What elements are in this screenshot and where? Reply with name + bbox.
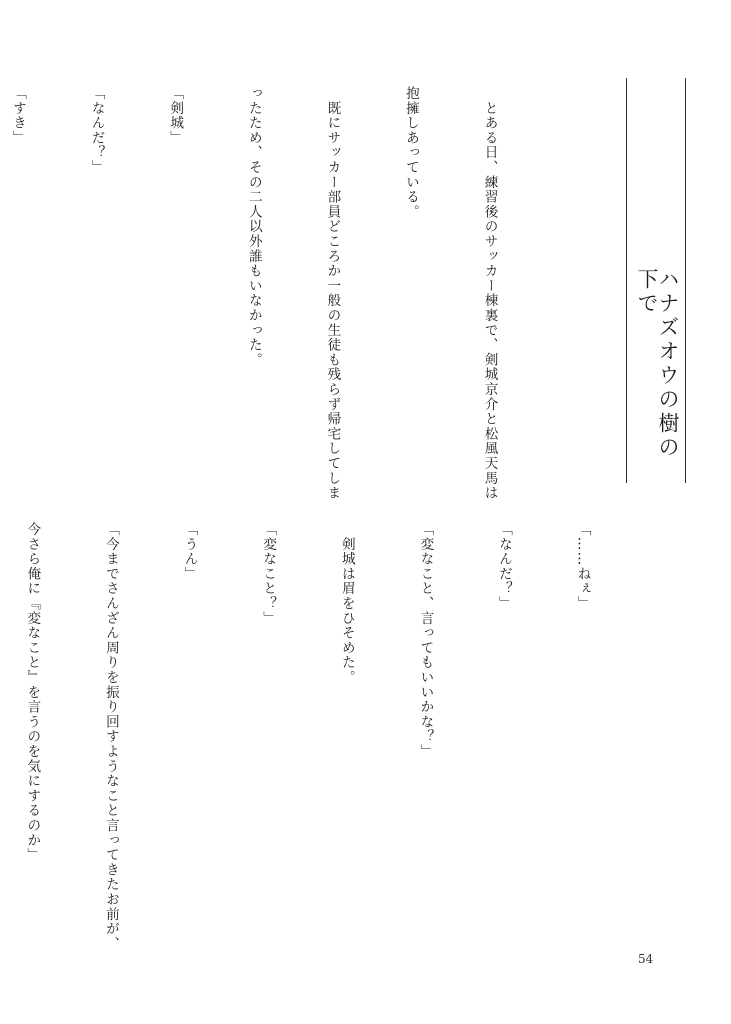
chapter-title: ハナズオウの樹の下で [635,268,680,460]
text-line: 「変なこと、言ってもいいかな？」 [417,522,434,759]
text-line: 「なんだ？」 [88,86,105,175]
title-rule-left [626,78,627,483]
text-line: 剣城は眉をひそめた。 [338,522,355,685]
upper-text-block [0,86,555,501]
title-rule-right [685,78,686,483]
lower-text-block [0,522,648,952]
text-line: ったため、その二人以外誰もいなかった。 [245,86,262,368]
page-number: 54 [638,952,654,966]
text-line: 「なんだ？」 [495,522,512,611]
text-line: 抱擁しあっている。 [402,86,419,220]
title-block [626,78,686,483]
text-line: 「うん」 [181,522,198,582]
text-line: とある日、練習後のサッカー棟裏で、剣城京介と松風天馬は [481,86,498,501]
text-line: 「……ねぇ」 [574,522,591,611]
text-line: 「今までさんざん周りを振り回すようなこと言ってきたお前が、 [102,522,119,952]
text-line: 「変なこと？」 [260,522,277,626]
text-line: 既にサッカー部員どころか一般の生徒も残らず帰宅してしま [324,86,341,501]
text-line: 今さら俺に『変なこと』を言うのを気にするのか」 [24,522,41,863]
text-line: 「剣城」 [167,86,184,146]
text-line: 「すき」 [9,86,26,146]
